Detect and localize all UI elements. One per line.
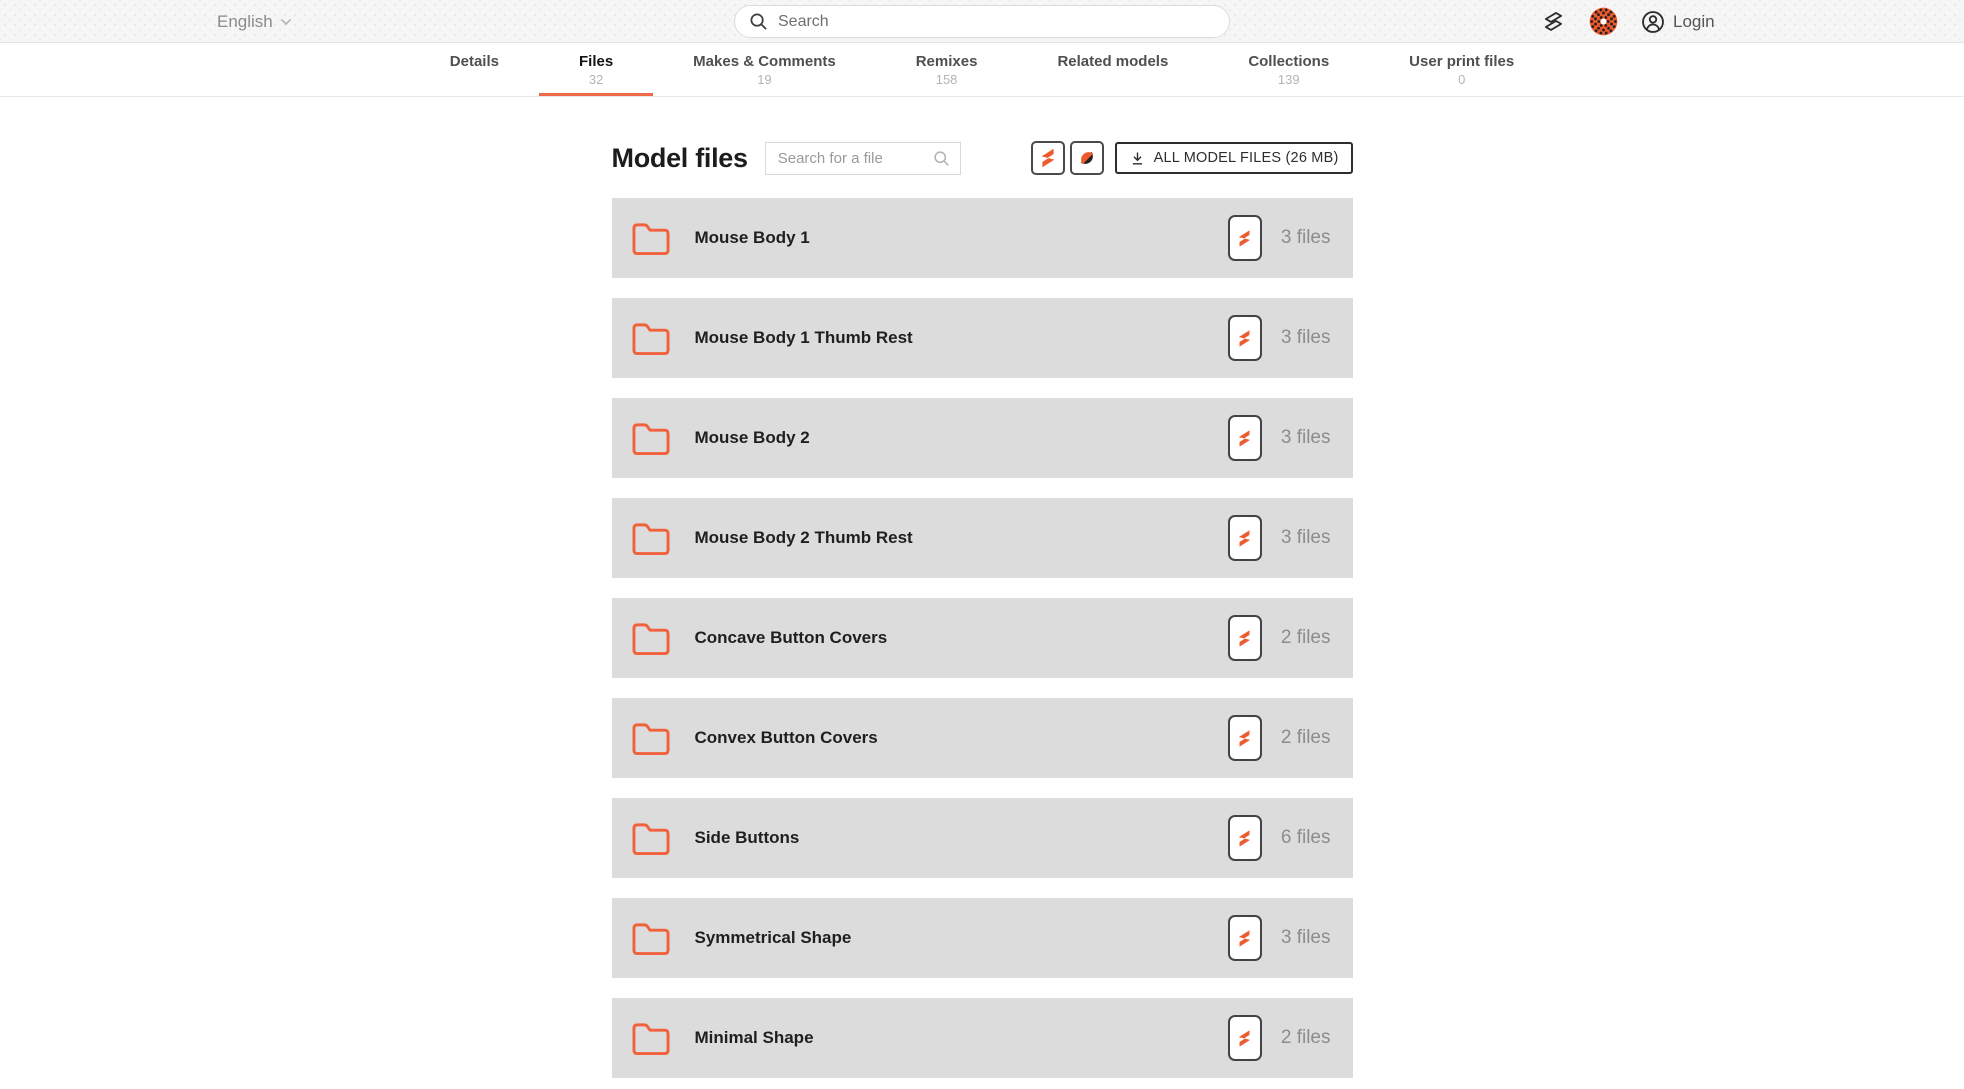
prusaslicer-icon	[1236, 327, 1253, 350]
language-selector[interactable]	[217, 0, 292, 43]
tab-label: Makes & Comments	[693, 53, 836, 70]
folder-row[interactable]	[612, 898, 1353, 978]
folder-row-right	[1228, 415, 1331, 461]
folder-row[interactable]	[612, 798, 1353, 878]
header-actions	[1031, 141, 1353, 175]
prusaslicer-icon	[1236, 1027, 1253, 1050]
tab-makes-comments[interactable]	[653, 43, 876, 96]
prusaslicer-icon	[1236, 227, 1253, 250]
prusaslicer-icon	[1236, 727, 1253, 750]
user-icon	[1640, 9, 1666, 35]
folder-row[interactable]	[612, 298, 1353, 378]
folder-row-right	[1228, 215, 1331, 261]
tab-user-print-files[interactable]	[1369, 43, 1554, 96]
gcode-icon	[1076, 147, 1098, 169]
open-in-slicer-button[interactable]	[1228, 715, 1262, 761]
topbar	[0, 0, 1964, 43]
folder-list	[612, 198, 1353, 1078]
folder-name: Mouse Body 1 Thumb Rest	[694, 328, 913, 347]
download-all-button[interactable]	[1115, 142, 1353, 174]
gcode-files-filter-button[interactable]	[1070, 141, 1104, 175]
folder-name: Concave Button Covers	[694, 628, 888, 647]
open-in-slicer-button[interactable]	[1228, 415, 1262, 461]
folder-row[interactable]	[612, 698, 1353, 778]
folder-icon	[629, 820, 673, 857]
open-in-slicer-button[interactable]	[1228, 215, 1262, 261]
file-search[interactable]	[765, 142, 961, 175]
language-label: English	[217, 11, 273, 31]
file-count: 2 files	[1280, 1027, 1331, 1048]
model-files-section	[612, 141, 1353, 1078]
folder-icon	[629, 1020, 673, 1057]
tab-label: Collections	[1248, 53, 1330, 70]
file-count: 2 files	[1280, 627, 1331, 648]
files-header	[612, 141, 1353, 175]
tab-label: Related models	[1057, 53, 1169, 70]
folder-icon	[629, 320, 673, 357]
open-in-slicer-button[interactable]	[1228, 915, 1262, 961]
tab-count: 32	[588, 72, 604, 87]
tab-label: Remixes	[915, 53, 978, 70]
folder-icon	[629, 520, 673, 557]
prusaslicer-icon	[1236, 627, 1253, 650]
open-in-slicer-button[interactable]	[1228, 1015, 1262, 1061]
tab-files[interactable]	[539, 43, 653, 96]
folder-icon	[629, 920, 673, 957]
file-count: 3 files	[1280, 327, 1331, 348]
folder-row-right	[1228, 1015, 1331, 1061]
login-button[interactable]	[1640, 9, 1715, 35]
tab-bar	[0, 43, 1964, 97]
folder-row[interactable]	[612, 398, 1353, 478]
topbar-right	[1540, 0, 1964, 43]
slicer-files-filter-button[interactable]	[1031, 141, 1065, 175]
folder-icon	[629, 220, 673, 257]
tab-remixes[interactable]	[876, 43, 1018, 96]
file-count: 3 files	[1280, 927, 1331, 948]
folder-name: Minimal Shape	[694, 1028, 814, 1047]
open-in-slicer-button[interactable]	[1228, 515, 1262, 561]
prusaslicer-icon	[1236, 827, 1253, 850]
chevron-down-icon	[280, 18, 292, 26]
folder-row-right	[1228, 315, 1331, 361]
folder-row-right	[1228, 515, 1331, 561]
folder-name: Mouse Body 1	[694, 228, 810, 247]
prusament-spool-icon[interactable]	[1589, 7, 1618, 36]
prusaslicer-icon	[1038, 146, 1058, 170]
file-count: 6 files	[1280, 827, 1331, 848]
folder-row[interactable]	[612, 198, 1353, 278]
page-title: Model files	[611, 142, 748, 173]
download-icon	[1129, 150, 1146, 167]
printables-logo-icon[interactable]	[1540, 8, 1567, 35]
login-label: Login	[1673, 11, 1715, 31]
search-icon	[749, 12, 768, 31]
tab-count: 158	[935, 72, 958, 87]
download-all-label: ALL MODEL FILES (26 MB)	[1153, 150, 1339, 166]
prusaslicer-icon	[1236, 527, 1253, 550]
file-count: 3 files	[1280, 427, 1331, 448]
tab-label: Details	[449, 53, 499, 70]
folder-row-right	[1228, 815, 1331, 861]
file-count: 2 files	[1280, 727, 1331, 748]
folder-row-right	[1228, 715, 1331, 761]
file-count: 3 files	[1280, 227, 1331, 248]
global-search[interactable]	[734, 5, 1230, 38]
file-count: 3 files	[1280, 527, 1331, 548]
global-search-input[interactable]	[778, 13, 1215, 31]
folder-icon	[629, 720, 673, 757]
tab-details[interactable]	[410, 43, 539, 96]
folder-name: Mouse Body 2	[694, 428, 810, 447]
folder-row-right	[1228, 615, 1331, 661]
folder-row[interactable]	[612, 598, 1353, 678]
tab-label: User print files	[1409, 53, 1515, 70]
folder-name: Symmetrical Shape	[694, 928, 852, 947]
tab-related-models[interactable]	[1017, 43, 1208, 96]
folder-row[interactable]	[612, 498, 1353, 578]
folder-name: Convex Button Covers	[694, 728, 878, 747]
tab-count: 139	[1277, 72, 1300, 87]
tab-label: Files	[578, 53, 614, 70]
tab-count: 0	[1458, 72, 1466, 87]
open-in-slicer-button[interactable]	[1228, 315, 1262, 361]
open-in-slicer-button[interactable]	[1228, 815, 1262, 861]
folder-name: Mouse Body 2 Thumb Rest	[694, 528, 913, 547]
tab-count: 19	[757, 72, 772, 87]
prusaslicer-icon	[1236, 427, 1253, 450]
tab-collections[interactable]	[1208, 43, 1369, 96]
open-in-slicer-button[interactable]	[1228, 615, 1262, 661]
folder-row-right	[1228, 915, 1331, 961]
folder-icon	[629, 420, 673, 457]
folder-icon	[629, 620, 673, 657]
file-search-input[interactable]	[778, 150, 933, 167]
search-icon	[933, 150, 950, 167]
prusaslicer-icon	[1236, 927, 1253, 950]
folder-row[interactable]	[612, 998, 1353, 1078]
folder-name: Side Buttons	[694, 828, 800, 847]
